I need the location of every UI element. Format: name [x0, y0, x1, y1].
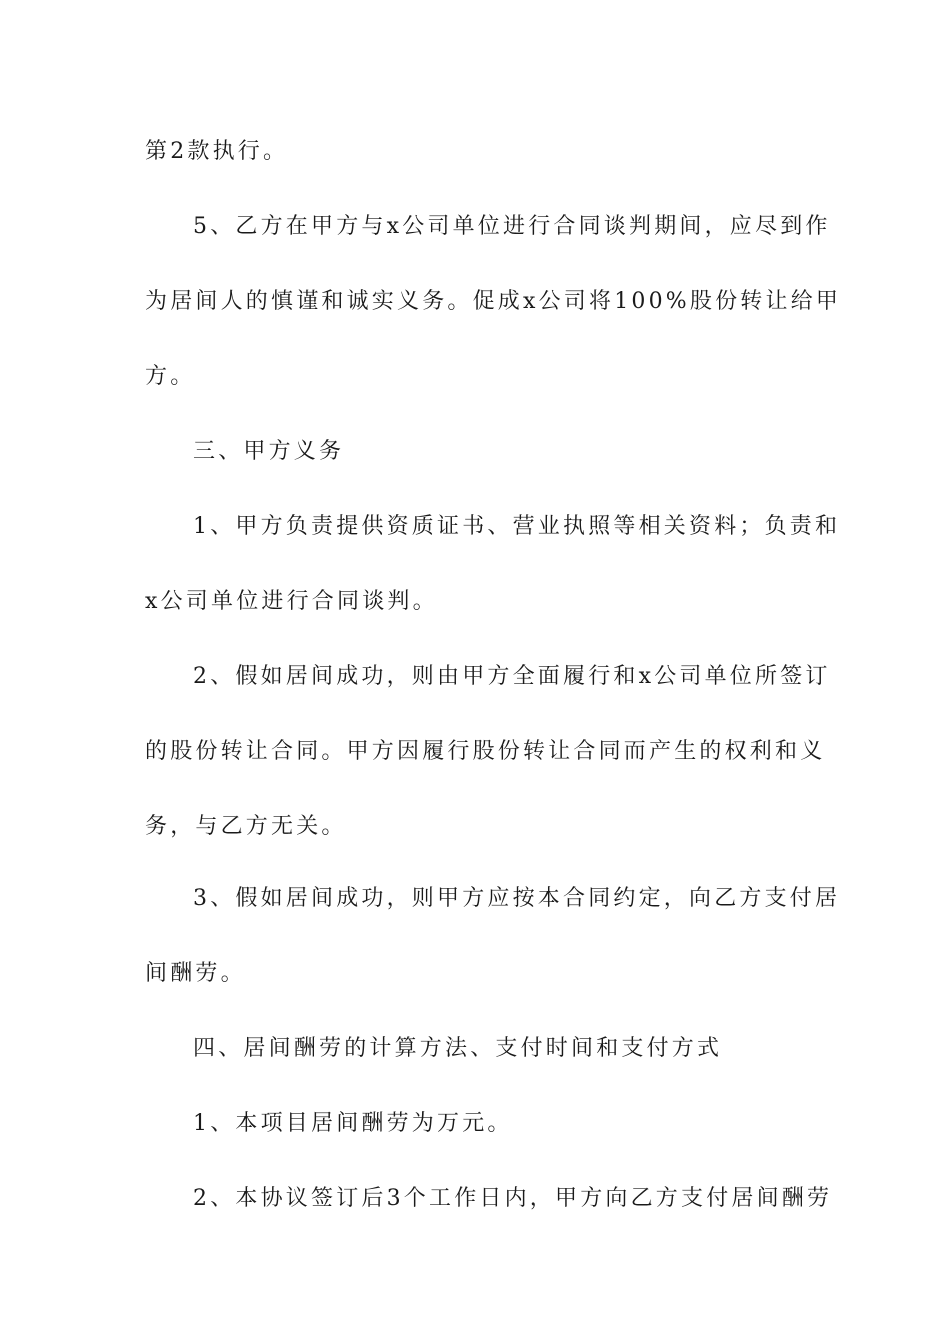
section-heading-4: 四、居间酬劳的计算方法、支付时间和支付方式 — [193, 1036, 723, 1061]
clause-2-line-1: 2、假如居间成功，则由甲方全面履行和x公司单位所签订 — [193, 664, 831, 689]
clause-1-line-2: x公司单位进行合同谈判。 — [145, 589, 438, 614]
clause-5-line-2: 为居间人的慎谨和诚实义务。促成x公司将100%股份转让给甲 — [145, 289, 842, 314]
clause-2-line-2: 的股份转让合同。甲方因履行股份转让合同而产生的权利和义 — [145, 739, 826, 764]
clause-5-line-1: 5、乙方在甲方与x公司单位进行合同谈判期间，应尽到作 — [193, 214, 831, 239]
text-line: 第2款执行。 — [145, 139, 289, 164]
clause-3-line-2: 间酬劳。 — [145, 961, 246, 986]
clause-2-line-3: 务，与乙方无关。 — [145, 814, 347, 839]
fee-clause-2-line-1: 2、本协议签订后3个工作日内，甲方向乙方支付居间酬劳 — [193, 1186, 833, 1211]
clause-3-line-1: 3、假如居间成功，则甲方应按本合同约定，向乙方支付居 — [193, 886, 841, 911]
section-heading-3: 三、甲方义务 — [193, 439, 345, 464]
fee-clause-1: 1、本项目居间酬劳为万元。 — [193, 1111, 513, 1136]
clause-1-line-1: 1、甲方负责提供资质证书、营业执照等相关资料；负责和 — [193, 514, 841, 539]
clause-5-line-3: 方。 — [145, 364, 196, 389]
